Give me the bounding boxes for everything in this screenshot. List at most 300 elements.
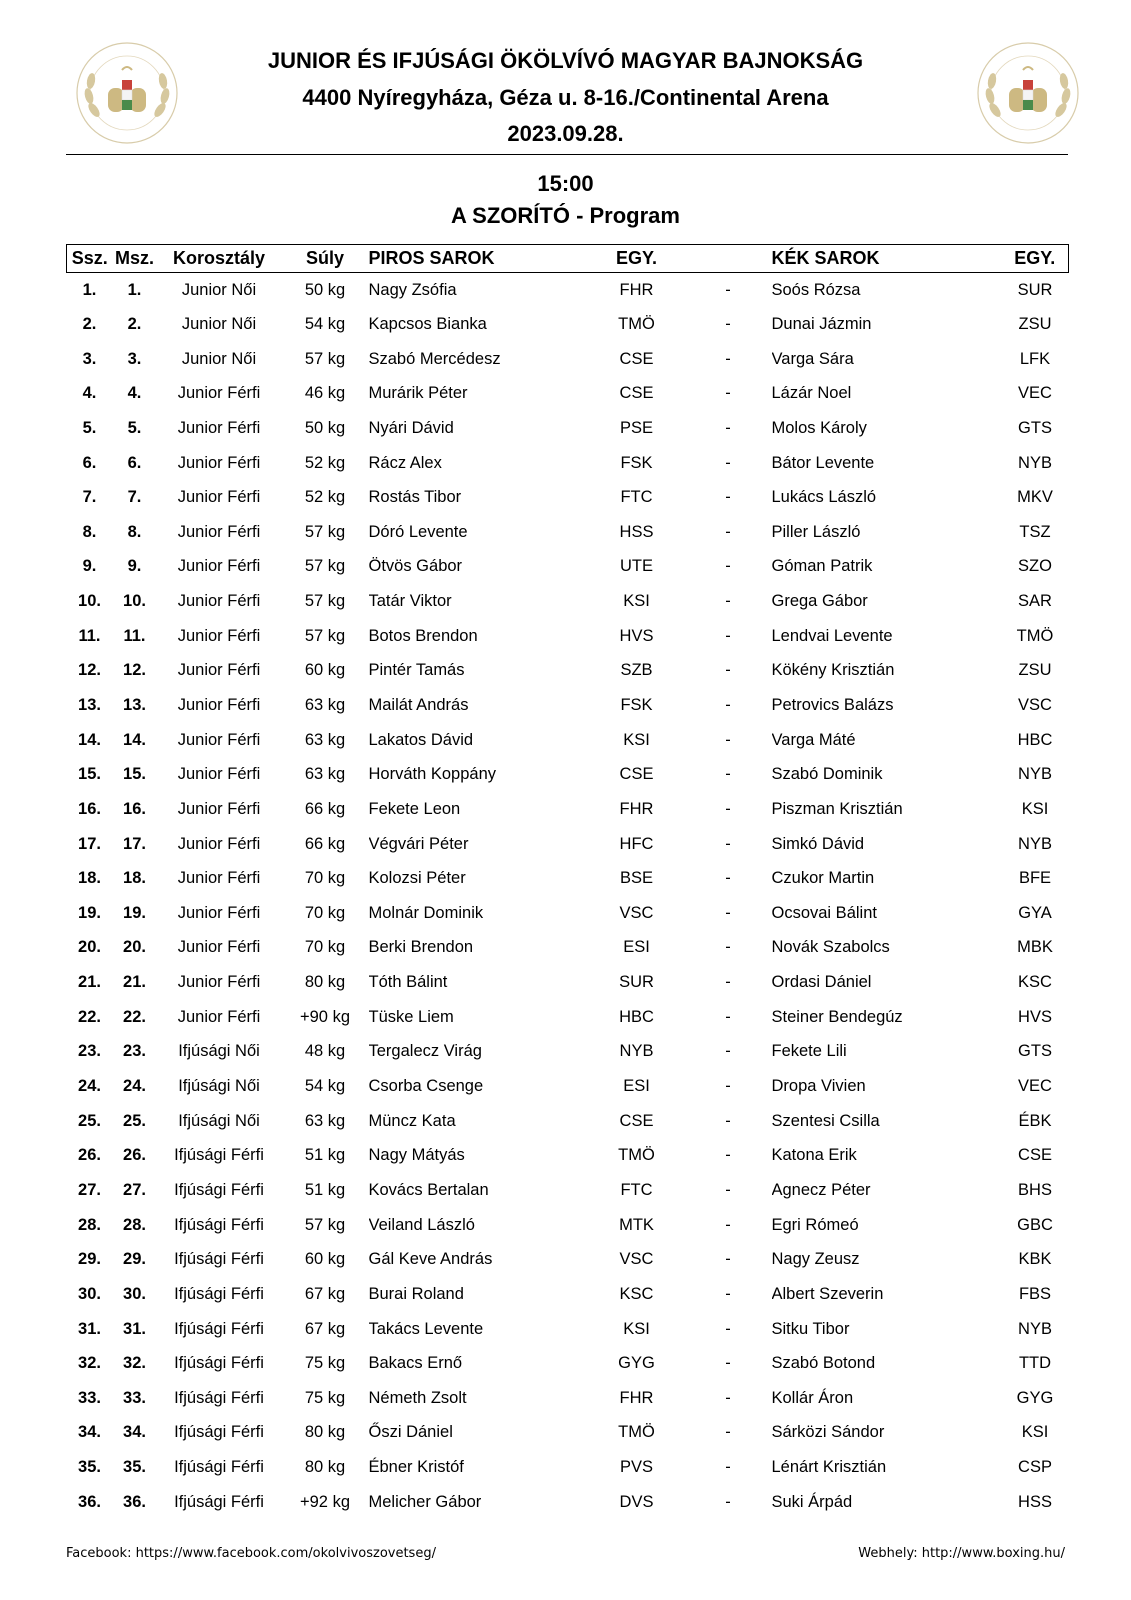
blue-corner-boxer: Lénárt Krisztián xyxy=(771,1458,887,1477)
bout-number: 14. xyxy=(78,730,101,749)
bout-number: 25. xyxy=(78,1111,101,1130)
bout-number: 26. xyxy=(78,1146,101,1165)
blue-corner-club: TMÖ xyxy=(1016,626,1054,645)
red-corner-boxer: Burai Roland xyxy=(368,1284,464,1303)
table-row xyxy=(67,1242,1069,1277)
match-number: 30. xyxy=(123,1284,146,1303)
red-corner-club: FHR xyxy=(619,280,654,299)
blue-corner-boxer: Varga Sára xyxy=(771,349,854,368)
red-corner-boxer: Kovács Bertalan xyxy=(368,1180,489,1199)
red-corner-boxer: Müncz Kata xyxy=(368,1111,456,1130)
red-corner-club: VSC xyxy=(619,1250,654,1269)
age-group: Junior Férfi xyxy=(177,834,261,853)
bout-number: 19. xyxy=(78,903,101,922)
blue-corner-club: FBS xyxy=(1018,1284,1052,1303)
match-number: 24. xyxy=(123,1077,146,1096)
website-link[interactable]: Webhely: http://www.boxing.hu/ xyxy=(858,1546,1065,1561)
blue-corner-boxer: Sárközi Sándor xyxy=(771,1423,885,1442)
weight-class: 57 kg xyxy=(304,1215,346,1234)
weight-class: 50 kg xyxy=(304,280,346,299)
table-row xyxy=(67,757,1069,792)
blue-corner-boxer: Lendvai Levente xyxy=(771,626,893,645)
match-number: 11. xyxy=(123,626,146,645)
col-header-vs xyxy=(685,245,772,273)
bout-number: 1. xyxy=(82,280,97,299)
age-group: Junior Női xyxy=(181,314,257,333)
col-header-ssz: Ssz. xyxy=(67,245,113,273)
blue-corner-club: GYA xyxy=(1018,903,1052,922)
match-number: 28. xyxy=(123,1215,146,1234)
match-number: 4. xyxy=(127,384,142,403)
red-corner-club: ESI xyxy=(623,1077,650,1096)
red-corner-club: KSI xyxy=(623,730,650,749)
blue-corner-boxer: Fekete Lili xyxy=(771,1042,847,1061)
match-number: 10. xyxy=(123,592,146,611)
vs-separator: - xyxy=(725,1423,731,1442)
bout-number: 23. xyxy=(78,1042,101,1061)
match-number: 20. xyxy=(123,938,146,957)
match-number: 14. xyxy=(123,730,146,749)
blue-corner-club: GTS xyxy=(1018,418,1052,437)
red-corner-club: FSK xyxy=(620,696,653,714)
table-row xyxy=(67,273,1069,308)
blue-corner-boxer: Lukács László xyxy=(771,488,877,507)
bout-number: 22. xyxy=(78,1007,101,1026)
red-corner-club: UTE xyxy=(620,557,653,576)
blue-corner-club: KSI xyxy=(1021,1423,1049,1442)
weight-class: 57 kg xyxy=(304,557,346,576)
match-number: 3. xyxy=(127,349,142,368)
vs-separator: - xyxy=(725,799,731,818)
red-corner-boxer: Dóró Levente xyxy=(368,522,468,541)
bout-number: 31. xyxy=(78,1319,101,1338)
match-number: 18. xyxy=(123,869,146,888)
age-group: Junior Férfi xyxy=(177,696,261,714)
blue-corner-boxer: Piszman Krisztián xyxy=(771,799,903,818)
red-corner-club: KSC xyxy=(619,1284,654,1303)
blue-corner-boxer: Soós Rózsa xyxy=(771,280,861,299)
match-number: 6. xyxy=(127,453,142,472)
table-row xyxy=(67,1000,1069,1035)
bout-number: 5. xyxy=(82,418,97,437)
red-corner-boxer: Mailát András xyxy=(368,696,469,714)
weight-class: 51 kg xyxy=(304,1180,346,1199)
age-group: Ifjúsági Férfi xyxy=(174,1180,264,1199)
blue-corner-club: VSC xyxy=(1018,696,1052,714)
blue-corner-boxer: Molos Károly xyxy=(771,418,867,437)
bout-number: 16. xyxy=(78,799,101,818)
red-corner-boxer: Nagy Zsófia xyxy=(368,280,457,299)
age-group: Ifjúsági Női xyxy=(178,1111,260,1130)
bout-number: 36. xyxy=(78,1492,101,1511)
red-corner-boxer: Veiland László xyxy=(368,1215,475,1234)
weight-class: 54 kg xyxy=(304,1077,346,1096)
blue-corner-club: VEC xyxy=(1018,1077,1052,1096)
bout-number: 21. xyxy=(78,973,101,992)
vs-separator: - xyxy=(725,418,731,437)
age-group: Junior Női xyxy=(181,280,257,299)
bout-number: 7. xyxy=(82,488,97,507)
vs-separator: - xyxy=(725,626,731,645)
red-corner-boxer: Lakatos Dávid xyxy=(368,730,474,749)
bout-number: 28. xyxy=(78,1215,101,1234)
blue-corner-boxer: Szabó Botond xyxy=(771,1354,876,1373)
match-number: 2. xyxy=(127,314,142,333)
blue-corner-boxer: Czukor Martin xyxy=(771,869,875,888)
blue-corner-club: NYB xyxy=(1018,1319,1052,1338)
bout-number: 34. xyxy=(78,1423,101,1442)
weight-class: 75 kg xyxy=(304,1388,346,1407)
bout-number: 11. xyxy=(78,626,101,645)
bout-number: 32. xyxy=(78,1354,101,1373)
age-group: Junior Férfi xyxy=(177,869,261,888)
vs-separator: - xyxy=(725,1388,731,1407)
vs-separator: - xyxy=(725,1319,731,1338)
col-header-egy-red: EGY. xyxy=(589,245,685,273)
table-row xyxy=(67,1450,1069,1485)
table-row xyxy=(67,688,1069,723)
red-corner-club: HFC xyxy=(619,834,654,853)
blue-corner-boxer: Albert Szeverin xyxy=(771,1284,884,1303)
bout-program-table xyxy=(66,244,1069,1520)
age-group: Ifjúsági Férfi xyxy=(174,1319,264,1338)
weight-class: 80 kg xyxy=(304,1458,346,1477)
red-corner-club: TMÖ xyxy=(618,314,655,333)
match-number: 22. xyxy=(123,1007,146,1026)
match-number: 35. xyxy=(123,1458,146,1477)
red-corner-club: FTC xyxy=(620,488,653,507)
blue-corner-boxer: Steiner Bendegúz xyxy=(771,1007,903,1026)
vs-separator: - xyxy=(725,1215,731,1234)
match-number: 32. xyxy=(123,1354,146,1373)
age-group: Ifjúsági Férfi xyxy=(174,1354,264,1373)
table-row xyxy=(67,1173,1069,1208)
col-header-kek-sarok: KÉK SAROK xyxy=(772,245,1002,273)
vs-separator: - xyxy=(725,869,731,888)
red-corner-club: CSE xyxy=(619,384,654,403)
match-number: 12. xyxy=(123,661,146,680)
red-corner-boxer: Végvári Péter xyxy=(368,834,469,853)
vs-separator: - xyxy=(725,834,731,853)
bout-number: 17. xyxy=(78,834,101,853)
blue-corner-boxer: Nagy Zeusz xyxy=(771,1250,860,1269)
blue-corner-club: HVS xyxy=(1018,1007,1052,1026)
weight-class: 57 kg xyxy=(304,592,346,611)
weight-class: 63 kg xyxy=(304,1111,346,1130)
table-row xyxy=(67,1035,1069,1070)
age-group: Junior Férfi xyxy=(177,973,261,992)
vs-separator: - xyxy=(725,384,731,403)
weight-class: 57 kg xyxy=(304,626,346,645)
red-corner-club: NYB xyxy=(619,1042,654,1061)
weight-class: 57 kg xyxy=(304,349,346,368)
red-corner-boxer: Németh Zsolt xyxy=(368,1388,467,1407)
vs-separator: - xyxy=(725,1007,731,1026)
weight-class: 57 kg xyxy=(304,522,346,541)
red-corner-boxer: Takács Levente xyxy=(368,1319,484,1338)
age-group: Junior Férfi xyxy=(177,453,261,472)
red-corner-club: SZB xyxy=(620,661,653,680)
bout-number: 10. xyxy=(78,592,101,611)
table-row xyxy=(67,723,1069,758)
weight-class: 67 kg xyxy=(304,1284,346,1303)
bout-number: 4. xyxy=(82,384,97,403)
facebook-link[interactable]: Facebook: https://www.facebook.com/okolvivoszovetseg/ xyxy=(66,1546,436,1561)
blue-corner-boxer: Katona Erik xyxy=(771,1146,857,1165)
age-group: Junior Férfi xyxy=(177,661,261,680)
table-row xyxy=(67,792,1069,827)
match-number: 23. xyxy=(123,1042,146,1061)
age-group: Junior Női xyxy=(181,349,257,368)
event-title: JUNIOR ÉS IFJÚSÁGI ÖKÖLVÍVÓ MAGYAR BAJNOKSÁG xyxy=(267,48,864,73)
match-number: 7. xyxy=(127,488,142,507)
match-number: 8. xyxy=(127,522,142,541)
table-row xyxy=(67,896,1069,931)
weight-class: +90 kg xyxy=(300,1007,350,1026)
vs-separator: - xyxy=(725,592,731,611)
blue-corner-club: VEC xyxy=(1018,384,1052,403)
bout-number: 18. xyxy=(78,869,101,888)
red-corner-boxer: Ötvös Gábor xyxy=(368,557,463,576)
bout-number: 33. xyxy=(78,1388,101,1407)
blue-corner-club: GBC xyxy=(1017,1215,1053,1234)
red-corner-club: CSE xyxy=(619,1111,654,1130)
vs-separator: - xyxy=(725,314,731,333)
vs-separator: - xyxy=(725,661,731,680)
age-group: Ifjúsági Férfi xyxy=(174,1146,264,1165)
vs-separator: - xyxy=(725,453,731,472)
session-time: 15:00 xyxy=(537,171,594,196)
blue-corner-club: KBK xyxy=(1018,1250,1052,1269)
match-number: 33. xyxy=(123,1388,146,1407)
red-corner-club: HBC xyxy=(619,1007,654,1026)
weight-class: 54 kg xyxy=(304,314,346,333)
weight-class: 48 kg xyxy=(304,1042,346,1061)
match-number: 21. xyxy=(123,973,146,992)
weight-class: 66 kg xyxy=(304,834,346,853)
red-corner-club: KSI xyxy=(623,592,650,611)
vs-separator: - xyxy=(725,903,731,922)
bout-number: 8. xyxy=(82,522,97,541)
match-number: 36. xyxy=(123,1492,146,1511)
table-row xyxy=(67,584,1069,619)
red-corner-club: BSE xyxy=(619,869,654,888)
blue-corner-club: LFK xyxy=(1019,349,1051,368)
red-corner-boxer: Molnár Dominik xyxy=(368,903,484,922)
blue-corner-boxer: Kökény Krisztián xyxy=(771,661,895,680)
age-group: Junior Férfi xyxy=(177,765,261,784)
vs-separator: - xyxy=(725,973,731,992)
age-group: Junior Férfi xyxy=(177,592,261,611)
red-corner-boxer: Rácz Alex xyxy=(368,453,442,472)
age-group: Ifjúsági Férfi xyxy=(174,1388,264,1407)
red-corner-boxer: Tóth Bálint xyxy=(368,973,448,992)
blue-corner-boxer: Ocsovai Bálint xyxy=(771,903,877,922)
blue-corner-boxer: Szentesi Csilla xyxy=(771,1111,880,1130)
red-corner-boxer: Nagy Mátyás xyxy=(368,1146,465,1165)
blue-corner-boxer: Novák Szabolcs xyxy=(771,938,890,957)
blue-corner-boxer: Lázár Noel xyxy=(771,384,852,403)
event-date: 2023.09.28. xyxy=(507,121,624,146)
match-number: 27. xyxy=(123,1180,146,1199)
weight-class: 50 kg xyxy=(304,418,346,437)
table-row xyxy=(67,446,1069,481)
weight-class: 80 kg xyxy=(304,973,346,992)
bout-number: 12. xyxy=(78,661,101,680)
blue-corner-club: MBK xyxy=(1017,938,1053,957)
match-number: 25. xyxy=(123,1111,146,1130)
red-corner-club: HVS xyxy=(619,626,654,645)
age-group: Junior Férfi xyxy=(177,522,261,541)
weight-class: 66 kg xyxy=(304,799,346,818)
red-corner-boxer: Berki Brendon xyxy=(368,938,474,957)
blue-corner-club: SAR xyxy=(1018,592,1052,611)
vs-separator: - xyxy=(725,280,731,299)
vs-separator: - xyxy=(725,938,731,957)
bout-number: 30. xyxy=(78,1284,101,1303)
blue-corner-club: ZSU xyxy=(1018,314,1052,333)
col-header-egy-blue: EGY. xyxy=(1002,245,1069,273)
age-group: Ifjúsági Férfi xyxy=(174,1215,264,1234)
red-corner-club: PSE xyxy=(619,418,654,437)
bout-number: 27. xyxy=(78,1180,101,1199)
vs-separator: - xyxy=(725,1492,731,1511)
red-corner-club: MTK xyxy=(619,1215,654,1234)
table-row xyxy=(67,1381,1069,1416)
table-row xyxy=(67,1416,1069,1451)
red-corner-club: FHR xyxy=(619,799,654,818)
blue-corner-club: NYB xyxy=(1018,453,1052,472)
blue-corner-club: KSI xyxy=(1021,799,1049,818)
blue-corner-club: MKV xyxy=(1017,488,1053,507)
match-number: 13. xyxy=(123,696,146,714)
blue-corner-club: ÉBK xyxy=(1018,1111,1052,1130)
vs-separator: - xyxy=(725,1077,731,1096)
weight-class: 60 kg xyxy=(304,661,346,680)
red-corner-boxer: Kapcsos Bianka xyxy=(368,314,487,333)
red-corner-boxer: Pintér Tamás xyxy=(368,661,465,680)
blue-corner-boxer: Ordasi Dániel xyxy=(771,973,872,992)
blue-corner-boxer: Grega Gábor xyxy=(771,592,868,611)
blue-corner-boxer: Szabó Dominik xyxy=(771,765,883,784)
red-corner-club: SUR xyxy=(619,973,654,992)
table-row xyxy=(67,1485,1069,1520)
vs-separator: - xyxy=(725,349,731,368)
age-group: Junior Férfi xyxy=(177,903,261,922)
table-row xyxy=(67,342,1069,377)
table-row xyxy=(67,1312,1069,1347)
bout-number: 15. xyxy=(78,765,101,784)
event-venue: 4400 Nyíregyháza, Géza u. 8-16./Continental Arena xyxy=(302,85,829,110)
weight-class: 70 kg xyxy=(304,903,346,922)
weight-class: 75 kg xyxy=(304,1354,346,1373)
blue-corner-club: SUR xyxy=(1017,280,1053,299)
table-row xyxy=(67,1208,1069,1243)
table-header-row xyxy=(67,245,1069,273)
red-corner-boxer: Szabó Mercédesz xyxy=(368,349,501,368)
match-number: 1. xyxy=(127,280,142,299)
red-corner-boxer: Kolozsi Péter xyxy=(368,869,466,888)
red-corner-club: TMÖ xyxy=(618,1423,655,1442)
bout-number: 2. xyxy=(82,314,97,333)
bout-number: 6. xyxy=(82,453,97,472)
blue-corner-club: KSC xyxy=(1018,973,1052,992)
program-title: A SZORÍTÓ - Program xyxy=(451,203,680,228)
blue-corner-boxer: Sitku Tibor xyxy=(771,1319,850,1338)
match-number: 34. xyxy=(123,1423,146,1442)
blue-corner-club: CSE xyxy=(1018,1146,1052,1165)
vs-separator: - xyxy=(725,488,731,507)
blue-corner-club: HSS xyxy=(1018,1492,1052,1511)
bout-number: 20. xyxy=(78,938,101,957)
blue-corner-club: NYB xyxy=(1018,834,1052,853)
vs-separator: - xyxy=(725,557,731,576)
age-group: Ifjúsági Férfi xyxy=(174,1250,264,1269)
age-group: Junior Férfi xyxy=(177,730,261,749)
weight-class: 46 kg xyxy=(304,384,346,403)
blue-corner-club: BHS xyxy=(1018,1180,1052,1199)
age-group: Ifjúsági Férfi xyxy=(174,1423,264,1442)
table-row xyxy=(67,411,1069,446)
blue-corner-club: SZO xyxy=(1018,557,1052,576)
vs-separator: - xyxy=(725,1458,731,1477)
red-corner-club: ESI xyxy=(623,938,650,957)
blue-corner-boxer: Petrovics Balázs xyxy=(771,696,894,714)
age-group: Junior Férfi xyxy=(177,938,261,957)
weight-class: 60 kg xyxy=(304,1250,346,1269)
red-corner-club: DVS xyxy=(619,1492,654,1511)
red-corner-boxer: Tüske Liem xyxy=(368,1007,454,1026)
match-number: 31. xyxy=(123,1319,146,1338)
match-number: 16. xyxy=(123,799,146,818)
blue-corner-club: BFE xyxy=(1018,869,1052,888)
table-row xyxy=(67,931,1069,966)
table-row xyxy=(67,1277,1069,1312)
red-corner-boxer: Tatár Viktor xyxy=(368,592,452,611)
col-header-piros-sarok: PIROS SAROK xyxy=(369,245,589,273)
table-row xyxy=(67,515,1069,550)
age-group: Junior Férfi xyxy=(177,1007,261,1026)
age-group: Junior Férfi xyxy=(177,799,261,818)
vs-separator: - xyxy=(725,1042,731,1061)
blue-corner-club: NYB xyxy=(1018,765,1052,784)
blue-corner-club: HBC xyxy=(1017,730,1053,749)
blue-corner-boxer: Bátor Levente xyxy=(771,453,875,472)
col-header-suly: Súly xyxy=(282,245,369,273)
blue-corner-club: GTS xyxy=(1018,1042,1052,1061)
table-row xyxy=(67,1139,1069,1174)
table-row xyxy=(67,861,1069,896)
red-corner-boxer: Murárik Péter xyxy=(368,384,468,403)
red-corner-boxer: Nyári Dávid xyxy=(368,418,454,437)
table-row xyxy=(67,827,1069,862)
age-group: Ifjúsági Női xyxy=(178,1042,260,1061)
bout-number: 35. xyxy=(78,1458,101,1477)
vs-separator: - xyxy=(725,1250,731,1269)
vs-separator: - xyxy=(725,1146,731,1165)
vs-separator: - xyxy=(725,765,731,784)
weight-class: 51 kg xyxy=(304,1146,346,1165)
table-row xyxy=(67,480,1069,515)
age-group: Ifjúsági Férfi xyxy=(174,1458,264,1477)
vs-separator: - xyxy=(725,1284,731,1303)
red-corner-boxer: Rostás Tibor xyxy=(368,488,462,507)
table-row xyxy=(67,654,1069,689)
table-row xyxy=(67,965,1069,1000)
table-row xyxy=(67,307,1069,342)
red-corner-club: CSE xyxy=(619,349,654,368)
red-corner-club: VSC xyxy=(619,903,654,922)
